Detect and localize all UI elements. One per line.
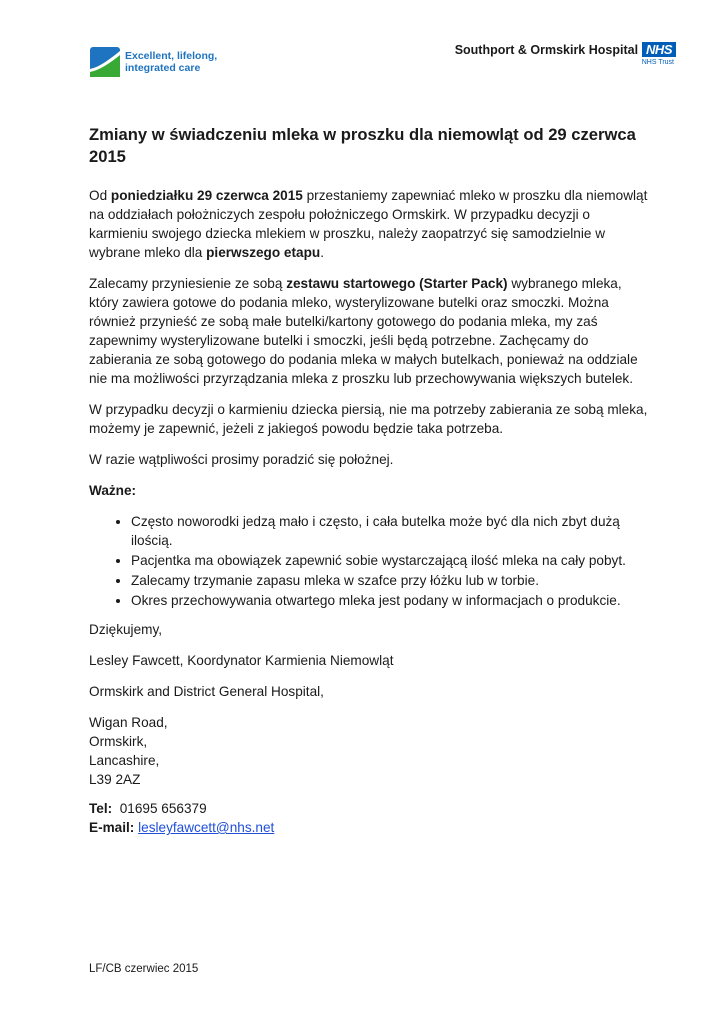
logo-swoosh-icon xyxy=(90,47,120,77)
trust-logo xyxy=(90,47,217,77)
address-line: Lancashire, xyxy=(89,753,160,768)
phone-value: 01695 656379 xyxy=(119,801,207,816)
important-heading: Ważne: xyxy=(89,483,137,498)
hospital-name: Southport & Ormskirk Hospital xyxy=(454,42,639,57)
thanks-line: Dziękujemy, xyxy=(89,622,163,637)
logo-line-1: Excellent, lifelong, xyxy=(125,50,218,62)
text-span: . xyxy=(320,245,324,260)
logo-line-2: integrated care xyxy=(125,62,201,74)
starter-pack-emphasis: zestawu startowego (Starter Pack) xyxy=(286,276,508,291)
hospital-line: Ormskirk and District General Hospital, xyxy=(89,684,324,699)
stage-emphasis: pierwszego etapu xyxy=(206,245,321,260)
hospital-logo xyxy=(455,42,676,66)
text-span: przestaniemy zapewniać mleko w proszku dla niemowląt na oddziałach położniczych zespołu położniczego Ormskirk. W przypadku decyzji o karmieniu swojego dziecka mlekiem w proszku, należy zaopatrzyć się samodzielnie w wybrane mleko dla xyxy=(89,188,648,260)
footer-reference: LF/CB czerwiec 2015 xyxy=(89,963,199,975)
list-item: • Zalecamy trzymanie zapasu mleka w szafce przy łóżku lub w torbie. xyxy=(131,571,649,590)
address-line: Ormskirk, xyxy=(89,734,148,749)
list-item: • Pacjentka ma obowiązek zapewnić sobie wystarczającą ilość mleka na cały pobyt. xyxy=(131,551,649,570)
trust-label: NHS Trust xyxy=(641,59,674,66)
phone-label: Tel: xyxy=(89,801,113,816)
important-list xyxy=(89,512,649,610)
list-item: • Okres przechowywania otwartego mleka jest podany w informacjach o produkcie. xyxy=(131,591,649,610)
address-line: L39 2AZ xyxy=(89,772,141,787)
signature-line: Lesley Fawcett, Koordynator Karmienia Niemowląt xyxy=(89,653,394,668)
phone-line xyxy=(89,799,649,818)
paragraph-3: W przypadku decyzji o karmieniu dziecka piersią, nie ma potrzeby zabierania ze sobą mleka, możemy je zapewnić, jeżeli z jakiegoś powodu będzie taka potrzeba. xyxy=(89,402,648,436)
paragraph-4: W razie wątpliwości prosimy poradzić się położnej. xyxy=(89,452,394,467)
nhs-badge: NHS xyxy=(642,42,676,57)
email-label: E-mail: xyxy=(89,820,135,835)
address-line: Wigan Road, xyxy=(89,715,168,730)
page-title: Zmiany w świadczeniu mleka w proszku dla niemowląt od 29 czerwca 2015 xyxy=(89,125,636,166)
paragraph-1 xyxy=(89,186,649,262)
email-link[interactable]: lesleyfawcett@nhs.net xyxy=(138,820,275,835)
paragraph-2 xyxy=(89,274,649,388)
letter-body xyxy=(89,124,649,837)
email-line xyxy=(89,818,649,837)
list-item: • Często noworodki jedzą mało i często, i cała butelka może być dla nich zbyt dużą ilością. xyxy=(131,512,649,550)
date-emphasis: poniedziałku 29 czerwca 2015 xyxy=(110,188,303,203)
text-span: wybranego mleka, który zawiera gotowe do podania mleko, wysterylizowane butelki oraz smoczki. Można również przynieść ze sobą małe butelki/kartony gotowego do podania mleka, my zaś zapewnimy wysterylizowane butelki i smoczki, jeśli będą potrzebne. Zachęcamy do zabierania ze sobą gotowego do podania mleka w małych butelkach, ponieważ na oddziale nie ma możliwości przyrządzania mleka z proszku lub przechowywania większych butelek. xyxy=(89,276,638,386)
text-span: Od xyxy=(89,188,111,203)
text-span: Zalecamy przyniesienie ze sobą xyxy=(89,276,287,291)
address-block xyxy=(89,713,649,789)
